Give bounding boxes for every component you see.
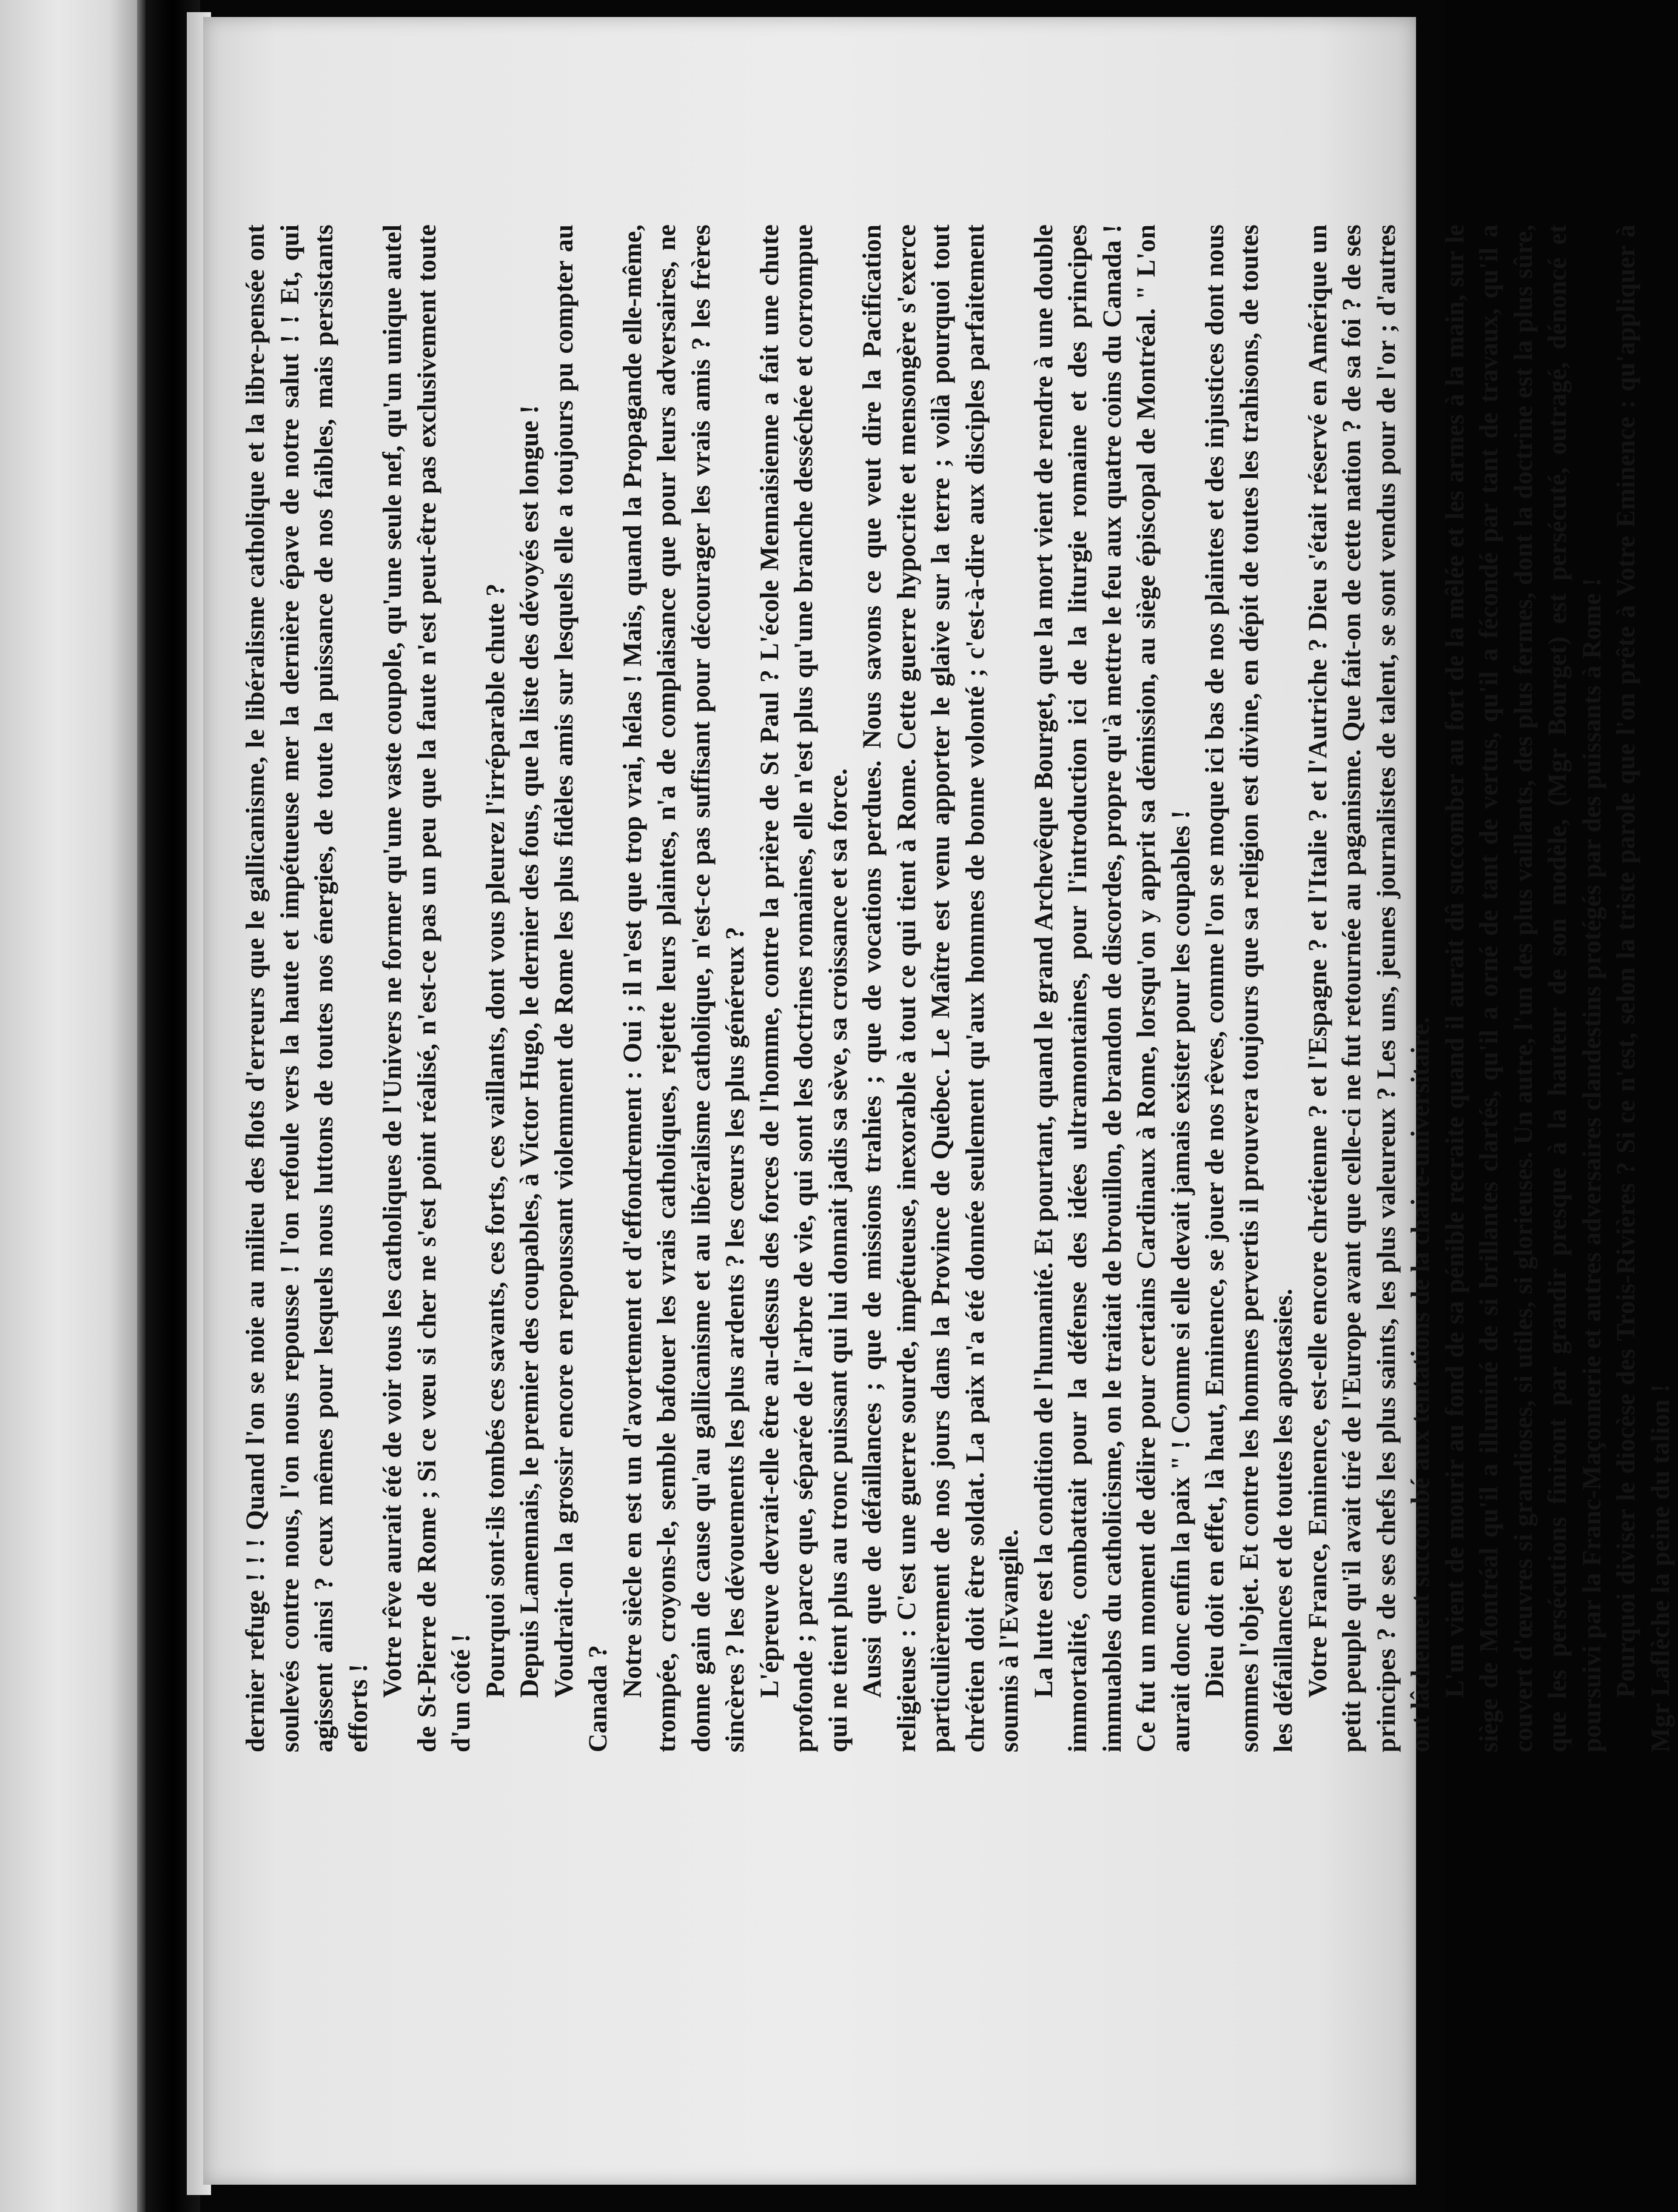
paragraph: Pourquoi diviser le diocèse des Trois-Rivières ? Si ce n'est, selon la triste parole que l'on prête à Votre Eminence : qu'appliquer à Mgr Laflèche la peine du talion ! [1612, 224, 1675, 1752]
paragraph: La lutte est la condition de l'humanité. Et pourtant, quand le grand Archevêque Bourget, que la mort vient de rendre à une double immortalité, combattait pour la défense des idées ultramontaines, pour l'introduction ici de la liturgie romaine et des principes immuables du catholicisme, on le traitait de brouillon, de brandon de discordes, propre qu'à mettre le feu aux quatre coins du Canada ! Ce fut un moment de délire pour certains Cardinaux à Rome, lorsqu'on y apprit sa démission, au siège épiscopal de Montréal. " L'on aurait donc enfin la paix " ! Comme si elle devait jamais exister pour les coupables ! [1029, 224, 1195, 1752]
paragraph: Dieu doit en effet, là haut, Eminence, se jouer de nos rêves, comme l'on se moque ici bas de nos plaintes et des injustices dont nous sommes l'objet. Et contre les hommes pervertis il prouvera toujours que sa religion est divine, en dépit de toutes les trahisons, de toutes les défaillances et de toutes les apostasies. [1201, 224, 1298, 1752]
paragraph: Pourquoi sont-ils tombés ces savants, ces forts, ces vaillants, dont vous pleurez l'irréparable chute ? [481, 583, 510, 1698]
paragraph: Notre siècle en est un d'avortement et d'effondrement : Oui ; il n'est que trop vrai, hélas ! Mais, quand la Propagande elle-même, trompée, croyons-le, semble bafouer les vrais catholiques, rejette leurs plaintes, n'a de complaisance que pour leurs adversaires, ne donne gain de cause qu'au gallicanisme et au libéralisme catholique, n'est-ce pas suffisant pour décourager les vrais amis ? les frères sincères ? les dévouements les plus ardents ? les cœurs les plus généreux ? [618, 224, 750, 1752]
rotated-text-block [239, 224, 1675, 1752]
paragraph: dernier refuge ! ! ! Quand l'on se noie au milieu des flots d'erreurs que le gallicanisme, le libéralisme catholique et la libre-pensée ont soulevés contre nous, l'on nous repousse ! l'on refoule vers la haute et impétueuse mer la dernière épave de notre salut ! ! Et, qui agissent ainsi ? ceux mêmes pour lesquels nous luttons de toutes nos énergies, de toute la puissance de nos faibles, mais persistants efforts ! [241, 224, 373, 1752]
paragraph: L'un vient de mourir au fond de sa pénible recraite quand il aurait dû succomber au fort de la mêlée et les armes à la main, sur le siège de Montréal qu'il a illuminé de si brillantes clartés, qu'il a orné de tant de vertus, qu'il a fécondé par tant de travaux, qu'il a couvert d'œuvres si grandioses, si utiles, si glorieuses. Un autre, l'un des plus vaillants, des plus fermes, dont la doctrine est la plus sûre, que les persécutions finiront par grandir presque à la hauteur de son modèle, (Mgr Bourget) est persécuté, outragé, dénoncé et poursuivi par la Franc-Maçonnerie et autres adversaires clandestins protégés par des puissants à Rome ! [1440, 224, 1606, 1752]
paragraph: Votre France, Eminence, est-elle encore chrétienne ? et l'Espagne ? et l'Italie ? et l'Autriche ? Dieu s'était réservé en Amérique un petit peuple qu'il avait tiré de l'Europe avant que celle-ci ne fut retournée au paganisme. Que fait-on de cette nation ? de sa foi ? de ses principes ? de ses chefs les plus saints, les plus valeureux ? Les uns, jeunes journalistes de talent, se sont vendus pour de l'or ; d'autres ont lâchement succombé aux tentations de la chaire-universitaire. [1303, 224, 1435, 1752]
paragraph: Depuis Lamennais, le premier des coupables, à Victor Hugo, le dernier des fous, que la liste des dévoyés est longue ! [515, 404, 544, 1698]
left-page-edge [0, 0, 146, 2212]
paragraph: Aussi que de défaillances ; que de missions trahies ; que de vocations perdues. Nous savons ce que veut dire la Pacification religieuse : C'est une guerre sourde, impétueuse, inexorable à tout ce qui tient à Rome. Cette guerre hypocrite et mensongère s'exerce particulièrement de nos jours dans la Province de Québec. Le Maître est venu apporter le glaive sur la terre ; voilà pourquoi tout chrétien doit être soldat. La paix n'a été donnée seulement qu'aux hommes de bonne volonté ; c'est-à-dire aux disciples parfaitement soumis à l'Evangile. [858, 224, 1024, 1752]
paragraph: Votre rêve aurait été de voir tous les catholiques de l'Univers ne former qu'une vaste coupole, qu'une seule nef, qu'un unique autel de St-Pierre de Rome ; Si ce vœu si cher ne s'est point réalisé, n'est-ce pas un peu que la faute n'est peut-être pas exclusivement toute d'un côté ! [378, 224, 475, 1752]
paragraph: L'épreuve devrait-elle être au-dessus des forces de l'homme, contre la prière de St Paul ? L'école Mennaisienne a fait une chute profonde ; parce que, séparée de l'arbre de vie, qui sont les doctrines romaines, elle n'est plus qu'une branche desséchée et corrompue qui ne tient plus au tronc puissant qui lui donnait jadis sa sève, sa croissance et sa force. [755, 224, 853, 1752]
paragraph: Voudrait-on la grossir encore en repoussant violemment de Rome les plus fidèles amis sur lesquels elle a toujours pu compter au Canada ? [549, 224, 612, 1752]
